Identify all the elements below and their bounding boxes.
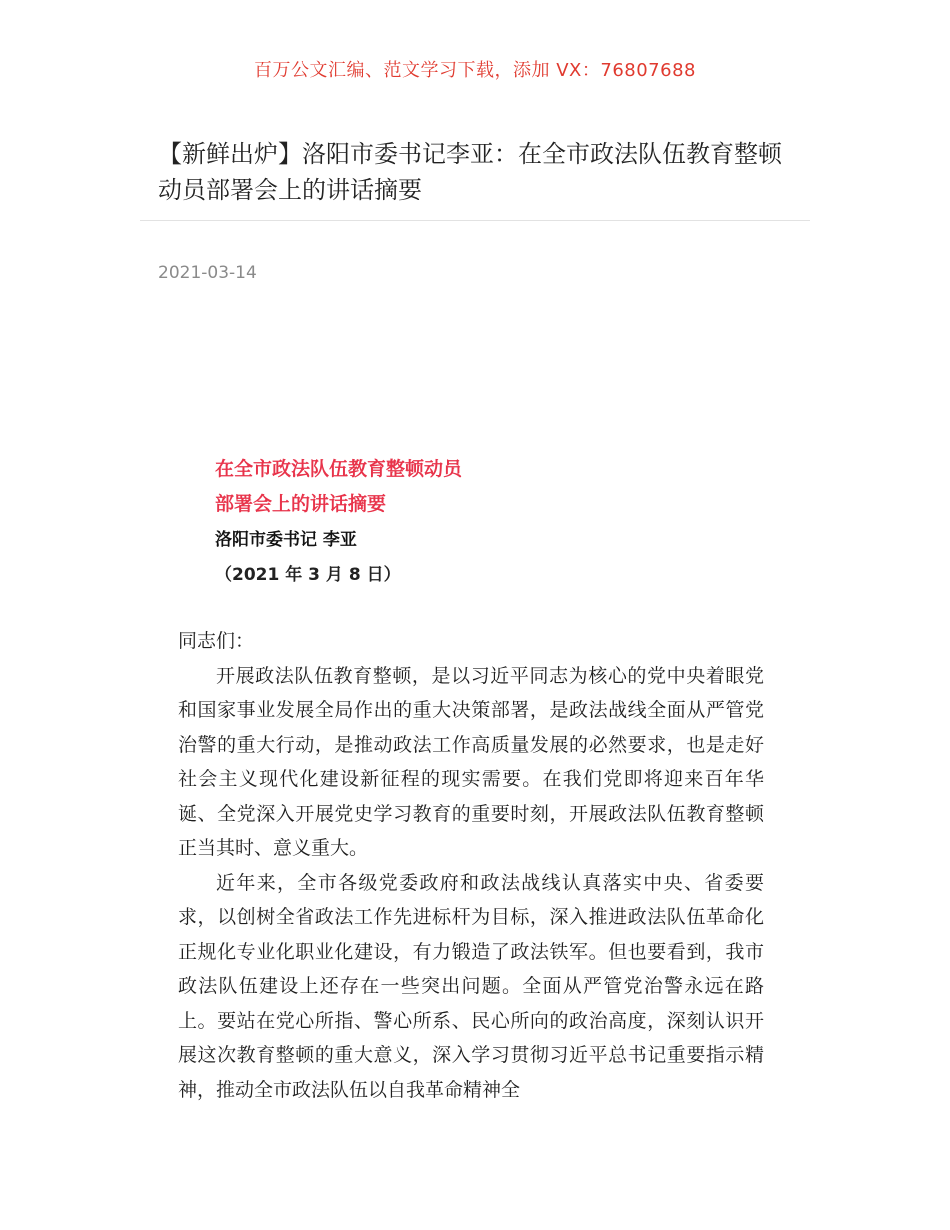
speech-date: （2021 年 3 月 8 日） (215, 565, 401, 585)
article-title: 【新鲜出炉】洛阳市委书记李亚：在全市政法队伍教育整顿动员部署会上的讲话摘要 (158, 140, 782, 204)
speech-heading-line-1: 在全市政法队伍教育整顿动员 (215, 458, 463, 480)
speech-heading (215, 452, 635, 522)
speaker-name: 洛阳市委书记 李亚 (215, 530, 357, 550)
greeting: 同志们： (178, 630, 255, 652)
body-paragraph-1: 开展政法队伍教育整顿，是以习近平同志为核心的党中央着眼党和国家事业发展全局作出的重大决策部署，是政法战线全面从严管党治警的重大行动，是推动政法工作高质量发展的必然要求，也是走好社会主义现代化建设新征程的现实需要。在我们党即将迎来百年华诞、全党深入开展党史学习教育的重要时刻，开展政法队伍教育整顿正当其时、意义重大。 (178, 664, 764, 859)
promo-banner: 百万公文汇编、范文学习下载，添加 VX：76807688 (254, 60, 696, 81)
publish-date: 2021-03-14 (158, 263, 257, 283)
body-paragraph-2: 近年来，全市各级党委政府和政法战线认真落实中央、省委要求，以创树全省政法工作先进标杆为目标，深入推进政法队伍革命化正规化专业化职业化建设，有力锻造了政法铁军。但也要看到，我市政法队伍建设上还存在一些突出问题。全面从严管党治警永远在路上。要站在党心所指、警心所系、民心所向的政治高度，深刻认识开展这次教育整顿的重大意义，深入学习贯彻习近平总书记重要指示精神，推动全市政法队伍以自我革命精神全 (178, 871, 764, 1101)
article-body (178, 624, 764, 1107)
title-divider (140, 220, 810, 221)
speech-heading-line-2: 部署会上的讲话摘要 (215, 493, 387, 515)
